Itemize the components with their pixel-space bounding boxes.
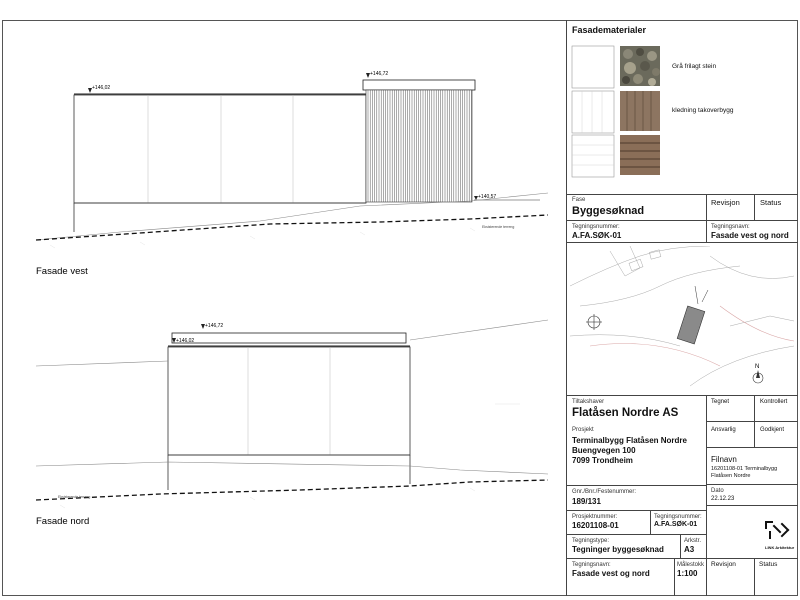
- prosjekt-line1: Terminalbygg Flatåsen Nordre: [572, 436, 687, 445]
- view-label-north: Fasade nord: [36, 516, 90, 527]
- wood-horizontal-swatch: [620, 135, 660, 175]
- filnavn-line1: 16201108-01 Terminalbygg: [711, 466, 778, 472]
- tiltakshaver-value: Flatåsen Nordre AS: [572, 407, 679, 419]
- prosjektnr-value: 16201108-01: [572, 521, 619, 530]
- filnavn-label: Filnavn: [711, 455, 737, 464]
- tegningsnummer-label: Tegningsnummer:: [572, 224, 620, 230]
- terrain-note-v2: Eksisterende terreng: [58, 495, 91, 499]
- status-label: Status: [760, 198, 782, 207]
- revisjon2-label: Revisjon: [711, 561, 736, 568]
- prosjektnr-label: Prosjektnummer:: [572, 514, 618, 520]
- tegningstype-value: Tegninger byggesøknad: [572, 545, 664, 554]
- material-label-stone: Grå frilagt stein: [672, 63, 717, 70]
- arkstr-value: A3: [684, 545, 695, 554]
- dato-label: Dato: [711, 488, 724, 494]
- wood-vertical-swatch: [620, 91, 660, 131]
- ansvarlig-label: Ansvarlig: [711, 427, 736, 433]
- stone-texture-swatch: [620, 46, 660, 86]
- view-label-west: Fasade vest: [36, 266, 88, 277]
- level-v1-canopy: +146,72: [370, 71, 389, 77]
- filnavn-line2: Flatåsen Nordre: [711, 473, 751, 479]
- map-tree-symbol: [586, 314, 602, 330]
- gnr-label: Gnr./Bnr./Festenummer:: [572, 489, 637, 495]
- site-map: [570, 246, 794, 392]
- tegningsnavn2-label: Tegningsnavn:: [572, 562, 611, 568]
- prosjekt-line3: 7099 Trondheim: [572, 456, 633, 465]
- malestokk-label: Målestokk: [677, 562, 705, 568]
- material-label-cladding: kledning takoverbygg: [672, 107, 734, 114]
- tegningsnavn-value: Fasade vest og nord: [711, 231, 789, 240]
- status2-label: Status: [759, 561, 778, 568]
- gnr-value: 189/131: [572, 497, 601, 506]
- materials-heading: Fasadematerialer: [572, 25, 647, 35]
- level-v1-roof: +146,02: [92, 85, 111, 91]
- logo-text: LINK Arkitektur: [765, 545, 795, 550]
- terrain-note-v1: Eksisterende terreng: [482, 225, 515, 229]
- arkstr-label: Arkstr.: [684, 538, 702, 544]
- tegningsnr2-value: A.FA.SØK-01: [654, 521, 698, 528]
- prosjekt-line2: Buengvegen 100: [572, 446, 636, 455]
- tegningsnavn2-value: Fasade vest og nord: [572, 569, 650, 578]
- fase-value: Byggesøknad: [572, 205, 645, 217]
- kontrollert-label: Kontrollert: [760, 399, 788, 405]
- dato-value: 22.12.23: [711, 496, 735, 502]
- link-logo-icon: [762, 518, 792, 544]
- tegningstype-label: Tegningstype:: [572, 538, 610, 544]
- tegningsnr2-label: Tegningsnummer:: [654, 514, 702, 520]
- tiltakshaver-label: Tiltakshaver: [572, 399, 605, 405]
- prosjekt-label: Prosjekt: [572, 427, 594, 433]
- facade-west: [36, 71, 548, 277]
- malestokk-value: 1:100: [677, 569, 698, 578]
- facade-north: [36, 320, 548, 527]
- godkjent-label: Godkjent: [760, 427, 785, 433]
- tegningsnavn-label: Tegningsnavn:: [711, 224, 750, 230]
- facade-cladding-stripes: [366, 90, 472, 202]
- level-v2-canopy: +146,72: [205, 323, 224, 329]
- site-building: [677, 306, 705, 344]
- level-v1-ground: +140,57: [478, 194, 497, 200]
- revisjon-label: Revisjon: [711, 198, 740, 207]
- tegningsnummer-value: A.FA.SØK-01: [572, 231, 622, 240]
- tegnet-label: Tegnet: [711, 399, 730, 405]
- materials-swatches: [570, 42, 660, 182]
- fase-label: Fase: [572, 197, 586, 203]
- north-arrow-icon: [753, 364, 763, 383]
- svg-text:N: N: [755, 364, 760, 370]
- level-v2-roof: +146,02: [176, 338, 195, 344]
